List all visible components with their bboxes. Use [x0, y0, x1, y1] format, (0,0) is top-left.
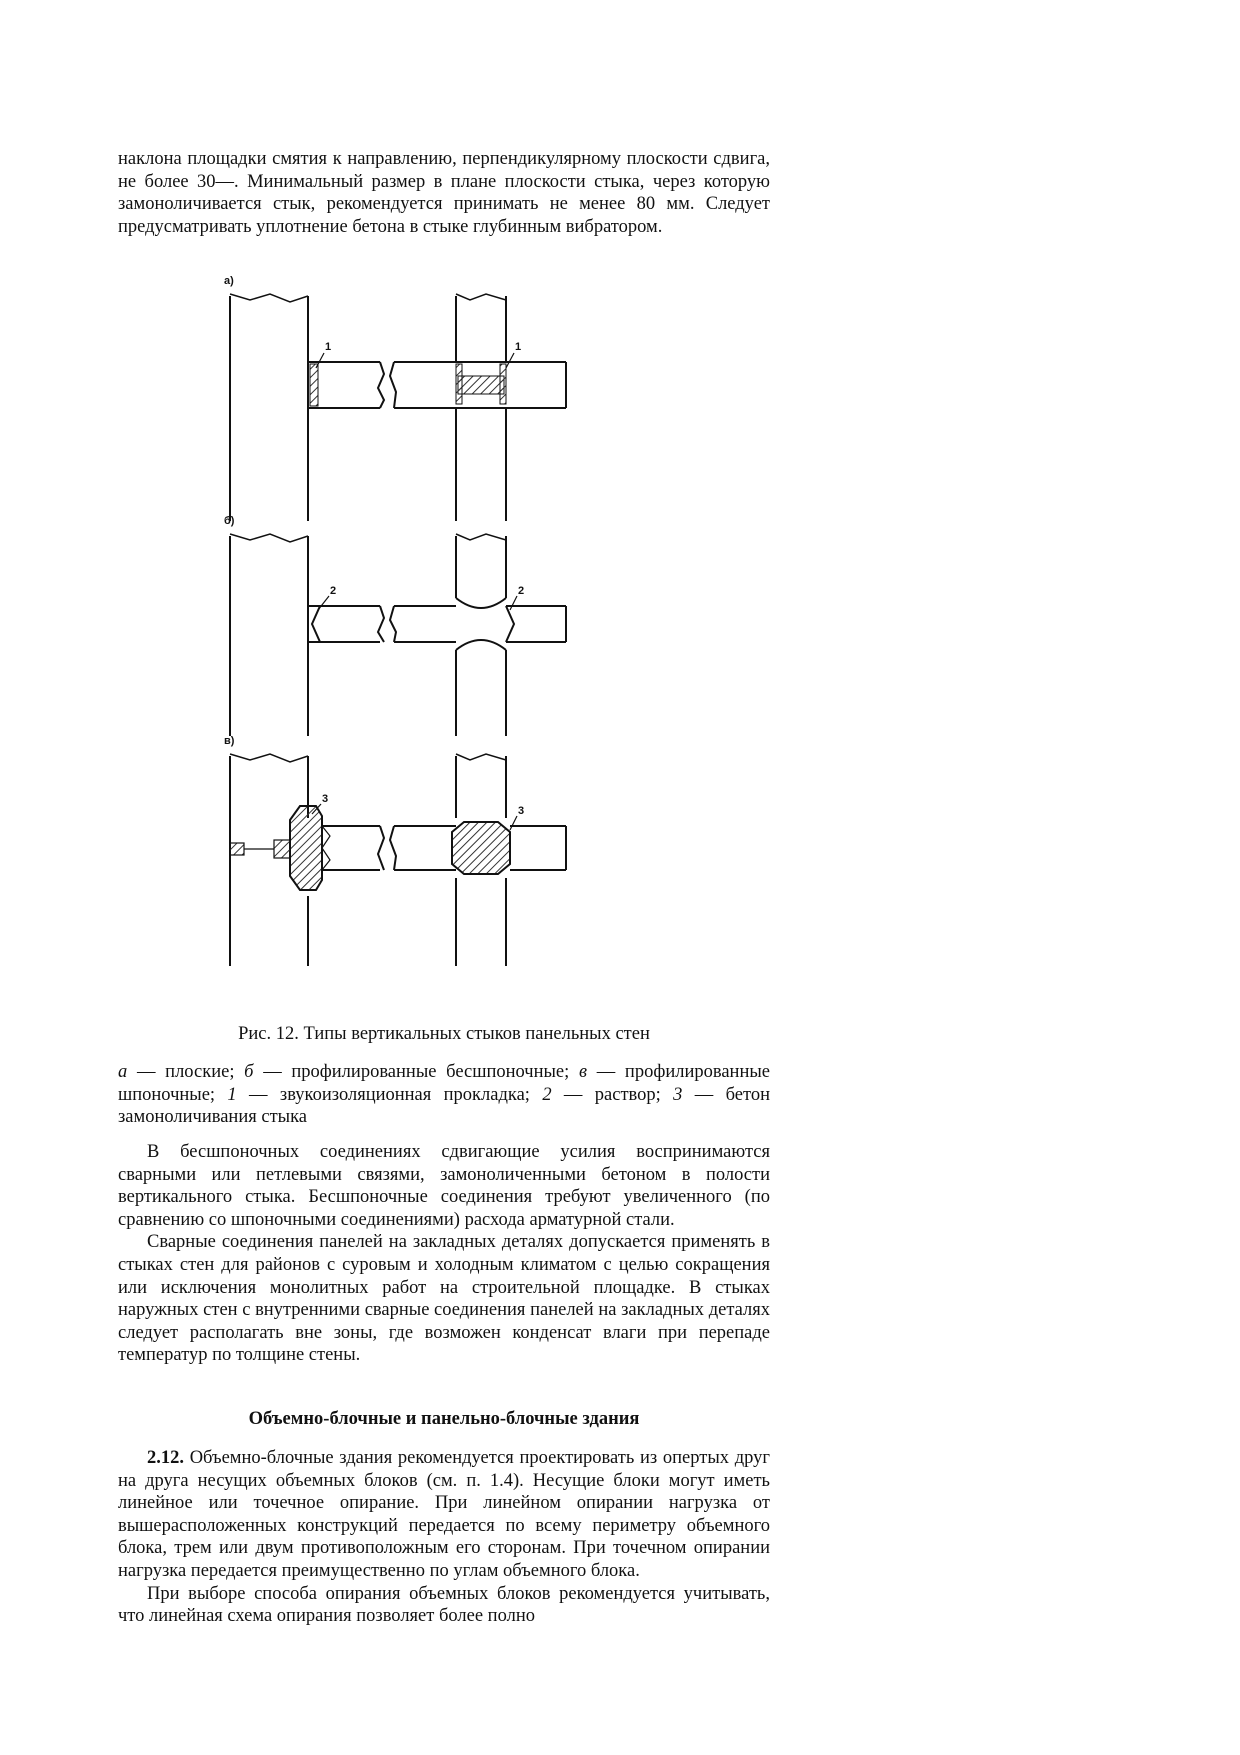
figure-panel-b	[224, 515, 566, 736]
callout-3-right: 3	[518, 805, 525, 817]
section-heading: Объемно-блочные и панельно-блочные здания	[248, 1409, 640, 1429]
legend-letter-b: б	[244, 1062, 254, 1082]
figure-panel-v	[224, 735, 566, 966]
figure-vertical-joints	[224, 275, 650, 996]
legend-text-a: — плоские;	[127, 1062, 245, 1082]
paragraph-support-choice: При выборе способа опирания объемных блоков рекомендуется учитывать, что линейная схема опирания позволяет более полно	[118, 1583, 770, 1627]
clause-text: Объемно-блочные здания рекомендуется проектировать из опертых друг на друга несущих объемных блоков (см. п. 1.4). Несущие блоки могут иметь линейное или точечное опирание. При линейном опирании нагрузка от вышерасположенных конструкций передается по всему периметру объемного блока, трем или двум противоположным его сторонам. При точечном опирании нагрузка передается преимущественно по углам объемного блока.	[118, 1448, 770, 1581]
panel-label-v: в)	[224, 735, 235, 747]
legend-text-3: — бетон замоноличивания стыка	[118, 1084, 770, 1128]
panel-label-b: б)	[224, 515, 235, 527]
figure-legend	[118, 1061, 770, 1129]
legend-number-2: 2	[542, 1084, 552, 1105]
clause-number: 2.12.	[147, 1448, 184, 1468]
callout-1: 1	[325, 341, 332, 353]
callout-1-right: 1	[515, 341, 522, 353]
figure-caption: Рис. 12. Типы вертикальных стыков панельных стен	[238, 1024, 650, 1044]
callout-2: 2	[330, 585, 337, 597]
clause-2-12	[118, 1447, 770, 1583]
panel-label-a: а)	[224, 275, 234, 287]
section-body	[118, 1447, 770, 1628]
callout-2-right: 2	[518, 585, 525, 597]
legend-number-1: 1	[227, 1084, 237, 1105]
figure-panel-a	[224, 275, 566, 521]
legend-text-2: — раствор;	[551, 1084, 674, 1105]
paragraph-keyless-joints: В бесшпоночных соединениях сдвигающие усилия воспринимаются сварными или петлевыми связями, замоноличенными бетоном в полости вертикального стыка. Бесшпоночные соединения требуют увеличенного (по сравнению со шпоночными соединениями) расхода арматурной стали.	[118, 1142, 770, 1230]
legend-text-b: — профилированные бесшпоночные;	[253, 1062, 579, 1082]
legend-letter-a: а	[118, 1062, 128, 1082]
legend-number-3: 3	[673, 1084, 683, 1105]
intro-paragraph: наклона площадки смятия к направлению, перпендикулярному плоскости сдвига, не более 30—. Минимальный размер в плане плоскости стыка, через которую замоноличивается стык, рекомендуется принимать не менее 80 мм. Следует предусматривать уплотнение бетона в стыке глубинным вибратором.	[118, 149, 770, 237]
callout-3: 3	[322, 793, 329, 805]
paragraph-welded-joints: Сварные соединения панелей на закладных деталях допускается применять в стыках стен для районов с суровым и холодным климатом с целью сокращения или исключения монолитных работ на строительной площадке. В стыках наружных стен с внутренними сварные соединения панелей на закладных деталях следует располагать вне зоны, где возможен конденсат влаги при перепаде температур по толщине стены.	[118, 1232, 770, 1366]
body-text	[118, 1141, 770, 1367]
legend-text-1: — звукоизоляционная прокладка;	[236, 1084, 543, 1105]
legend-text-v: — профилированные шпоночные;	[118, 1062, 770, 1105]
legend-letter-v: в	[578, 1062, 588, 1082]
